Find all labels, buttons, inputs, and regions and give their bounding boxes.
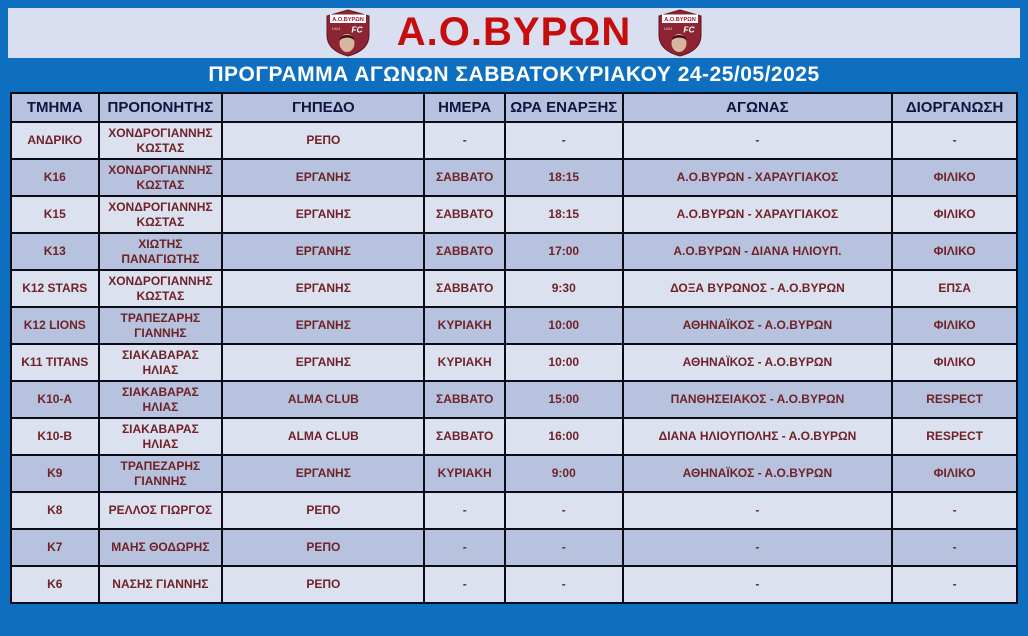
cell-time: 10:00	[505, 344, 623, 381]
table-row	[11, 381, 1017, 418]
svg-text:FC: FC	[351, 24, 363, 35]
cell-team: K15	[11, 196, 99, 233]
cell-team: K12 LIONS	[11, 307, 99, 344]
cell-match: ΑΘΗΝΑΪΚΟΣ - Α.Ο.ΒΥΡΩΝ	[623, 344, 893, 381]
cell-time: 18:15	[505, 159, 623, 196]
cell-competition: ΦΙΛΙΚΟ	[892, 233, 1017, 270]
cell-coach: ΤΡΑΠΕΖΑΡΗΣ ΓΙΑΝΝΗΣ	[99, 307, 223, 344]
cell-team: K12 STARS	[11, 270, 99, 307]
cell-match: ΔΟΞΑ ΒΥΡΩΝΟΣ - Α.Ο.ΒΥΡΩΝ	[623, 270, 893, 307]
cell-match: -	[623, 122, 893, 159]
cell-venue: ALMA CLUB	[222, 381, 424, 418]
cell-team: ΑΝΔΡΙΚΟ	[11, 122, 99, 159]
cell-day: ΣΑΒΒΑΤΟ	[424, 196, 504, 233]
schedule-subtitle: ΠΡΟΓΡΑΜΜΑ ΑΓΩΝΩΝ ΣΑΒΒΑΤΟΚΥΡΙΑΚΟΥ 24-25/05/2025	[208, 63, 820, 86]
table-row	[11, 529, 1017, 566]
cell-day: ΚΥΡΙΑΚΗ	[424, 455, 504, 492]
cell-venue: ALMA CLUB	[222, 418, 424, 455]
cell-time: 9:30	[505, 270, 623, 307]
cell-coach: ΧΟΝΔΡΟΓΙΑΝΝΗΣ ΚΩΣΤΑΣ	[99, 196, 223, 233]
cell-competition: RESPECT	[892, 381, 1017, 418]
cell-time: 16:00	[505, 418, 623, 455]
cell-venue: ΡΕΠΟ	[222, 492, 424, 529]
cell-venue: ΕΡΓΑΝΗΣ	[222, 159, 424, 196]
cell-coach: ΝΑΣΗΣ ΓΙΑΝΝΗΣ	[99, 566, 223, 603]
cell-match: ΔΙΑΝΑ ΗΛΙΟΥΠΟΛΗΣ - Α.Ο.ΒΥΡΩΝ	[623, 418, 893, 455]
cell-time: -	[505, 529, 623, 566]
column-header-start-time: ΩΡΑ ΕΝΑΡΞΗΣ	[505, 93, 623, 122]
cell-team: K11 TITANS	[11, 344, 99, 381]
cell-day: ΣΑΒΒΑΤΟ	[424, 270, 504, 307]
column-header-venue: ΓΗΠΕΔΟ	[222, 93, 424, 122]
cell-coach: ΣΙΑΚΑΒΑΡΑΣ ΗΛΙΑΣ	[99, 344, 223, 381]
svg-text:1924: 1924	[331, 27, 341, 31]
cell-competition: ΦΙΛΙΚΟ	[892, 455, 1017, 492]
cell-venue: ΕΡΓΑΝΗΣ	[222, 344, 424, 381]
column-header-coach: ΠΡΟΠΟΝΗΤΗΣ	[99, 93, 223, 122]
cell-time: 17:00	[505, 233, 623, 270]
cell-time: 18:15	[505, 196, 623, 233]
cell-venue: ΕΡΓΑΝΗΣ	[222, 233, 424, 270]
column-header-day: ΗΜΕΡΑ	[424, 93, 504, 122]
cell-competition: ΕΠΣΑ	[892, 270, 1017, 307]
cell-coach: ΜΑΗΣ ΘΟΔΩΡΗΣ	[99, 529, 223, 566]
cell-competition: ΦΙΛΙΚΟ	[892, 344, 1017, 381]
cell-time: 10:00	[505, 307, 623, 344]
schedule-table	[10, 92, 1018, 604]
page-title: Α.Ο.ΒΥΡΩΝ	[396, 10, 632, 54]
cell-coach: ΤΡΑΠΕΖΑΡΗΣ ΓΙΑΝΝΗΣ	[99, 455, 223, 492]
cell-day: -	[424, 529, 504, 566]
svg-text:Α.Ο.ΒΥΡΩΝ: Α.Ο.ΒΥΡΩΝ	[664, 17, 696, 23]
table-row	[11, 566, 1017, 603]
cell-coach: ΡΕΛΛΟΣ ΓΙΩΡΓΟΣ	[99, 492, 223, 529]
club-crest-icon-right	[657, 9, 703, 57]
cell-competition: ΦΙΛΙΚΟ	[892, 196, 1017, 233]
cell-coach: ΧΟΝΔΡΟΓΙΑΝΝΗΣ ΚΩΣΤΑΣ	[99, 270, 223, 307]
table-row	[11, 418, 1017, 455]
column-header-team: ΤΜΗΜΑ	[11, 93, 99, 122]
cell-team: K9	[11, 455, 99, 492]
table-row	[11, 196, 1017, 233]
cell-match: Α.Ο.ΒΥΡΩΝ - ΧΑΡΑΥΓΙΑΚΟΣ	[623, 159, 893, 196]
cell-coach: ΧΟΝΔΡΟΓΙΑΝΝΗΣ ΚΩΣΤΑΣ	[99, 159, 223, 196]
cell-competition: -	[892, 492, 1017, 529]
cell-match: -	[623, 529, 893, 566]
cell-venue: ΡΕΠΟ	[222, 529, 424, 566]
club-header-band	[8, 8, 1020, 58]
table-header-row	[11, 93, 1017, 122]
cell-team: K10-A	[11, 381, 99, 418]
table-row	[11, 233, 1017, 270]
cell-competition: -	[892, 122, 1017, 159]
cell-time: 9:00	[505, 455, 623, 492]
cell-competition: -	[892, 529, 1017, 566]
cell-time: -	[505, 122, 623, 159]
cell-match: ΑΘΗΝΑΪΚΟΣ - Α.Ο.ΒΥΡΩΝ	[623, 307, 893, 344]
cell-venue: ΕΡΓΑΝΗΣ	[222, 196, 424, 233]
table-row	[11, 492, 1017, 529]
cell-match: Α.Ο.ΒΥΡΩΝ - ΧΑΡΑΥΓΙΑΚΟΣ	[623, 196, 893, 233]
cell-match: ΠΑΝΘΗΣΕΙΑΚΟΣ - Α.Ο.ΒΥΡΩΝ	[623, 381, 893, 418]
cell-team: K7	[11, 529, 99, 566]
cell-time: -	[505, 566, 623, 603]
club-crest-icon-left	[325, 9, 371, 57]
cell-team: K10-B	[11, 418, 99, 455]
cell-competition: RESPECT	[892, 418, 1017, 455]
svg-text:Α.Ο.ΒΥΡΩΝ: Α.Ο.ΒΥΡΩΝ	[332, 17, 364, 23]
svg-text:1924: 1924	[663, 27, 673, 31]
cell-day: ΚΥΡΙΑΚΗ	[424, 344, 504, 381]
cell-time: -	[505, 492, 623, 529]
cell-day: -	[424, 492, 504, 529]
table-row	[11, 122, 1017, 159]
cell-day: ΚΥΡΙΑΚΗ	[424, 307, 504, 344]
cell-coach: ΣΙΑΚΑΒΑΡΑΣ ΗΛΙΑΣ	[99, 381, 223, 418]
cell-team: K16	[11, 159, 99, 196]
cell-match: -	[623, 492, 893, 529]
cell-day: ΣΑΒΒΑΤΟ	[424, 418, 504, 455]
cell-venue: ΕΡΓΑΝΗΣ	[222, 455, 424, 492]
cell-venue: ΡΕΠΟ	[222, 122, 424, 159]
cell-day: ΣΑΒΒΑΤΟ	[424, 233, 504, 270]
cell-coach: ΣΙΑΚΑΒΑΡΑΣ ΗΛΙΑΣ	[99, 418, 223, 455]
cell-coach: ΧΟΝΔΡΟΓΙΑΝΝΗΣ ΚΩΣΤΑΣ	[99, 122, 223, 159]
cell-competition: ΦΙΛΙΚΟ	[892, 159, 1017, 196]
cell-day: -	[424, 566, 504, 603]
svg-text:FC: FC	[683, 24, 695, 35]
cell-match: -	[623, 566, 893, 603]
cell-coach: ΧΙΩΤΗΣ ΠΑΝΑΓΙΩΤΗΣ	[99, 233, 223, 270]
cell-venue: ΕΡΓΑΝΗΣ	[222, 307, 424, 344]
cell-day: ΣΑΒΒΑΤΟ	[424, 381, 504, 418]
table-row	[11, 344, 1017, 381]
cell-day: ΣΑΒΒΑΤΟ	[424, 159, 504, 196]
table-row	[11, 455, 1017, 492]
cell-team: K8	[11, 492, 99, 529]
cell-competition: -	[892, 566, 1017, 603]
table-row	[11, 307, 1017, 344]
cell-time: 15:00	[505, 381, 623, 418]
cell-team: K13	[11, 233, 99, 270]
table-row	[11, 159, 1017, 196]
column-header-match: ΑΓΩΝΑΣ	[623, 93, 893, 122]
cell-match: ΑΘΗΝΑΪΚΟΣ - Α.Ο.ΒΥΡΩΝ	[623, 455, 893, 492]
cell-match: Α.Ο.ΒΥΡΩΝ - ΔΙΑΝΑ ΗΛΙΟΥΠ.	[623, 233, 893, 270]
cell-day: -	[424, 122, 504, 159]
column-header-competition: ΔΙΟΡΓΑΝΩΣΗ	[892, 93, 1017, 122]
cell-venue: ΡΕΠΟ	[222, 566, 424, 603]
cell-venue: ΕΡΓΑΝΗΣ	[222, 270, 424, 307]
cell-team: K6	[11, 566, 99, 603]
schedule-subtitle-bar	[0, 58, 1028, 92]
cell-competition: ΦΙΛΙΚΟ	[892, 307, 1017, 344]
schedule-table-container	[10, 92, 1018, 604]
table-row	[11, 270, 1017, 307]
